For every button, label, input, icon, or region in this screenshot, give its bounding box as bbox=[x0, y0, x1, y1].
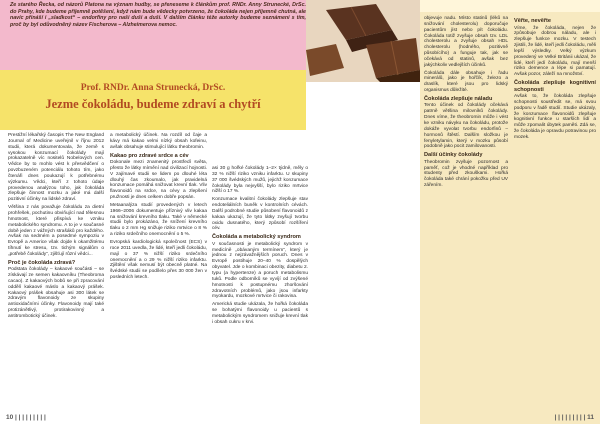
section-heading: Čokoláda zlepšuje kognitivní schopnosti bbox=[514, 80, 596, 93]
article-author: Prof. RNDr. Anna Strunecká, DrSc. bbox=[80, 83, 226, 93]
paragraph: Víme, že čokoláda, nejen že způsobuje dobrou náladu, ale i zlepšuje funkce mozku. V testech zjistili, že lidé, kteří jedli čokoládu, měli lepší výsledky. Velký výzkum provedený ve Velké Británii ukázal, že lidé, kteří jedí čokoládu, mají menší riziko demence a lépe si pamatují. Avšak pozor, záleží na množství. bbox=[514, 25, 596, 78]
paragraph: a metabolický účinek. Na rozdíl od čaje a kávy má kakao velmi nízký obsah kofeinu, avšak obsahuje stimulující látku theobromin. bbox=[110, 133, 207, 150]
paragraph: Theobromin zvyšuje pozornost a paměť, což je vhodné například pro studenty před zkouškami. Hořká čokoláda také chrání pokožku před UV zářením. bbox=[424, 159, 508, 189]
intro-text: Ze starého Řecka, od názorů Platona na význam hudby, se přeneseme k článkům prof. RNDr. Anny Strunecké, DrSc. do Prahy, kde budeme příjemně potěšení, když nám bude vědecky potvrzeno, že čokoláda nejen příjemně chutná, ale navíc přináší i „sladkost“ – endorfiny pro naši duši a duši. V dalším článku téže autorky budeme seznámeni s tím, proč by byl odůvodněný název Fischerova – Alzheimerova nemoc. bbox=[10, 2, 306, 28]
paragraph: Podstata čokolády – kakaové součásti – se získávají ze semen kakaovníku (Theobroma cacao). Z kakaových bobů se při zpracování oddělí kakaové máslo a kakaový prášek. Kakaový prášek obsahuje asi 300 látek se zdravým flavonoidy ze skupiny antioxidačními účinky. Flavonoidy mají také protizánětlivý, protirakovinný a antitrombotický účinek. bbox=[8, 267, 104, 319]
paragraph: Americká studie ukázala, že hořká čokoláda se bohatými flavonoidy u pacientů s metabolickým syndromem snižuje krevní tlak i obsah cukru v krvi. bbox=[212, 302, 308, 325]
section-heading: Věřte, nevěřte bbox=[514, 18, 552, 24]
paragraph: asi 30 g hořké čokolády 1–2× týdně, měly o 32 % nižší riziko vzniku infarktu. U skupiny 37 000 švédských mužů, jejichž konzumace čokolády byla nejvyšší, bylo riziko mrtvice nižší o 17 %. bbox=[212, 166, 308, 195]
paragraph: objevuje nadu. Místo statinů (léků na snižování cholesterolu) doporučuje pacientům jíst nebo pít čokoládu. Čokoláda totiž zvyšuje obsah tzv. LDL cholesterolu a zvyšuje obsah HDL cholesterolu (hodného, pozitivně působícího) a funguje tak, jak se očekává od statinů, avšak bez jakýchkoliv vedlejších účinků. bbox=[424, 16, 508, 68]
text-column-3 bbox=[212, 166, 308, 328]
paragraph: Metaanalýza studií provedených v letech 1966–2006 dokumentuje příznivý vliv kakaa na snižování krevního tlaku. Také v německé studii bylo prokázáno, že snížení krevního tlaku o 2 mm Hg snižuje riziko mrtvice o 8 % a riziko srdečního onemocnění o 5 %. bbox=[110, 202, 207, 238]
text-column-1 bbox=[8, 133, 104, 322]
section-heading: Další účinky čokolády bbox=[424, 152, 483, 159]
text-column-2 bbox=[110, 133, 207, 283]
article-title: Jezme čokoládu, budeme zdraví a chytří bbox=[45, 97, 261, 111]
paragraph: Evropská kardiologická společnost (ECS) v roce 2011 uvedla, že lidé, kteří jedli čokoládu, mají o 37 % nižší riziko srdečního onemocnění a o 29 % nižší riziko infarktu. Zjištění však nemusí být obecně platné. Na švédské studii se podílelo přes 30 000 žen v posledních letech. bbox=[110, 240, 207, 281]
paragraph: V současnosti je metabolický syndrom v medicíně „obávaným termínem“, který je jednou z nejzávažnějších poruch. Dnes v Evropě postihuje 20–40 % dospělých obyvatel. Jde o kombinaci obezity, diabetu 2. typu (a hypertenze) a poruch metabolismu tuků. Podle odborníků se vyvíjí od zvýšené hmotnosti k postupnému zhoršování zdravotních problémů, jako jsou infarkty myokardu, mozkové mrtvice či rakovina. bbox=[212, 241, 308, 300]
text-column-5 bbox=[514, 16, 596, 143]
chocolate-photo bbox=[306, 0, 420, 82]
paragraph: Prestižní lékařský časopis The New England Journal of Medicine uveřejnil v říjnu 2012 studii, která dokumentovala, že země s vysokou konzumací čokolády mají prokazatelně víc nositelů Nobelových cen. Vědce by to mohlo vést k přesvědčení o povzbuzeném potenciálu tohoto tím, jako čtenáři dnes poukazují k potřebnému výzkumu. Vědci, kteří z tohoto údaje provedenou analýzou toho, jak čokoláda zlepšuje činnost mozku a jaké má další pozitivní účinky na lidské zdraví. bbox=[8, 133, 104, 203]
paragraph: Avšak to, že čokoláda zlepšuje schopnosti soustředit se, má svou podporu v řadě studií. Studie ukázaly, že konzumace flavonoidů zlepšuje kognitivní funkce u starších lidí a může zpomalit úbytek paměti. Zdá se, že čokoláda je opravdu potravinou pro mozek. bbox=[514, 94, 596, 140]
section-heading: Proč je čokoláda zdravá? bbox=[8, 259, 76, 266]
paragraph: Konzumace kvalitní čokolády zlepšuje stav endoteliálních buněk v kontrolních cévách. Další podrobné studie působení flavonoidů z kakaa ukazují, že tyto látky zvyšují tvorbu oxidu dusnatého, který způsobí rozšíření cév. bbox=[212, 197, 308, 232]
section-heading: Kakao pro zdravé srdce a cév bbox=[110, 152, 189, 159]
section-heading: Čokoláda a metabolický syndrom bbox=[212, 234, 301, 241]
paragraph: Tento účinek od čokolády očekává patrně většina milovníků čokolády. Dnes víme, že theobromin může i vést ke vzniku návyku na čokoládu, protože dokáže vyvolat tvorbu endorfinů – hormonů štěstí. Dalším složkou je fenyletylamin, který v mozku působí podobně jako pocit zamilovanosti. bbox=[424, 103, 508, 150]
paragraph: Čokoláda dále obsahuje i řadu minerálů, jako je hořčík, železo a draslík, které jsou pro lidský organismus důležité. bbox=[424, 70, 508, 94]
text-column-4 bbox=[424, 16, 508, 191]
page-number-left: 10 | | | | | | | | | bbox=[6, 414, 46, 421]
page-number-right: | | | | | | | | | 11 bbox=[554, 414, 594, 421]
section-heading: Čokoláda zlepšuje náladu bbox=[424, 95, 493, 102]
chocolate-illustration bbox=[306, 0, 420, 82]
paragraph: Většina z nás považuje čokoládu za dietní prohřešek, pochutinu obviňující nad tělesnou hmotnost, které přispívá ke vzniku metabolického syndromu. A to je v současné době jeden z vážných strašáků pro každého. Avšak na sedmém a posedmé sympoziu v Evropě a Americe však dojde k okamžitému tíhnutí ke stresu, tzv. tichým signálům o „potřebě čokolády“, zjišťují různí vědci... bbox=[8, 205, 104, 257]
paragraph: Dokonale mezi znamenitý prostředí světa, přesto že látky mírnění nad civilizací hojnosti. V zajímavé studii se lidem po dlouhé léta dlouhý čas zkoumalo, jak pravidelná konzumace pomáhá snižovat krevní tlak. Vliv flavonoidů na srdce, na cévy a zlepšení pružnosti je dnes celkem dobře popsán. bbox=[110, 160, 207, 201]
